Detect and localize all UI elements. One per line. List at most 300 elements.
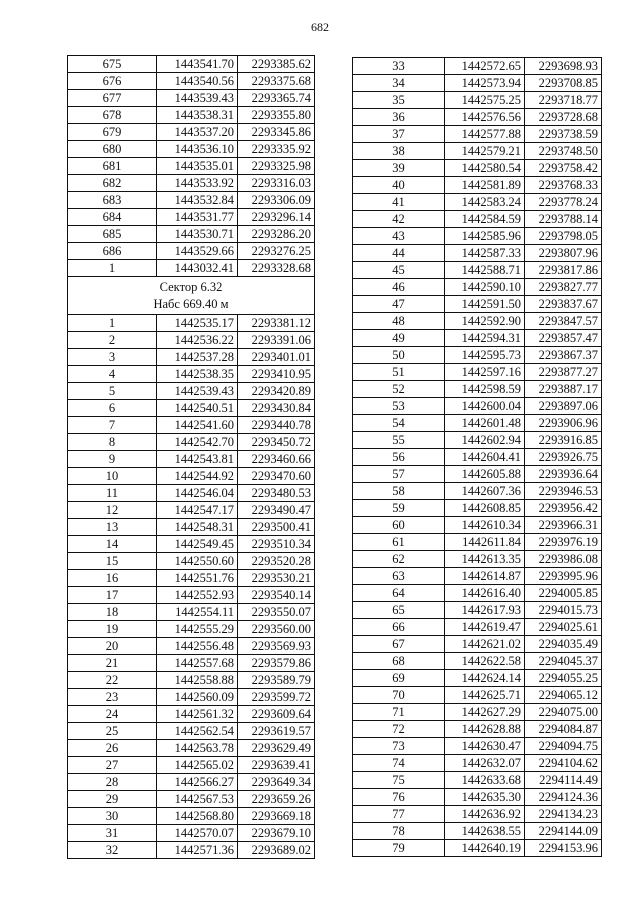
x-coordinate-cell: 1442571.36 [157, 842, 238, 859]
y-coordinate-cell: 2294134.23 [525, 806, 602, 823]
table-row [68, 706, 315, 723]
table-row [68, 383, 315, 400]
x-coordinate-cell: 1442570.07 [157, 825, 238, 842]
table-row [353, 483, 602, 500]
point-number-cell: 27 [68, 757, 157, 774]
y-coordinate-cell: 2293599.72 [238, 689, 315, 706]
y-coordinate-cell: 2293659.26 [238, 791, 315, 808]
sector-header-cell [68, 277, 315, 315]
point-number-cell: 4 [68, 366, 157, 383]
table-row [353, 228, 602, 245]
point-number-cell: 9 [68, 451, 157, 468]
point-number-cell: 10 [68, 468, 157, 485]
y-coordinate-cell: 2293286.20 [238, 226, 315, 243]
y-coordinate-cell: 2294124.36 [525, 789, 602, 806]
x-coordinate-cell: 1442632.07 [445, 755, 525, 772]
table-row [68, 417, 315, 434]
point-number-cell: 681 [68, 158, 157, 175]
y-coordinate-cell: 2293916.85 [525, 432, 602, 449]
point-number-cell: 16 [68, 570, 157, 587]
point-number-cell: 13 [68, 519, 157, 536]
y-coordinate-cell: 2294065.12 [525, 687, 602, 704]
table-row [68, 655, 315, 672]
y-coordinate-cell: 2293569.93 [238, 638, 315, 655]
x-coordinate-cell: 1442627.29 [445, 704, 525, 721]
point-number-cell: 77 [353, 806, 445, 823]
y-coordinate-cell: 2293936.64 [525, 466, 602, 483]
point-number-cell: 14 [68, 536, 157, 553]
y-coordinate-cell: 2293385.62 [238, 56, 315, 73]
table-row [353, 432, 602, 449]
table-row [68, 315, 315, 332]
y-coordinate-cell: 2293926.75 [525, 449, 602, 466]
point-number-cell: 44 [353, 245, 445, 262]
sector-header-row [68, 277, 315, 315]
point-number-cell: 22 [68, 672, 157, 689]
y-coordinate-cell: 2293728.68 [525, 109, 602, 126]
x-coordinate-cell: 1442543.81 [157, 451, 238, 468]
point-number-cell: 71 [353, 704, 445, 721]
table-row [353, 823, 602, 840]
y-coordinate-cell: 2294015.73 [525, 602, 602, 619]
x-coordinate-cell: 1442573.94 [445, 75, 525, 92]
y-coordinate-cell: 2293365.74 [238, 90, 315, 107]
table-row [68, 141, 315, 158]
point-number-cell: 73 [353, 738, 445, 755]
table-row [68, 451, 315, 468]
table-row [68, 366, 315, 383]
point-number-cell: 677 [68, 90, 157, 107]
y-coordinate-cell: 2293877.27 [525, 364, 602, 381]
x-coordinate-cell: 1442640.19 [445, 840, 525, 857]
point-number-cell: 76 [353, 789, 445, 806]
point-number-cell: 60 [353, 517, 445, 534]
point-number-cell: 23 [68, 689, 157, 706]
x-coordinate-cell: 1442567.53 [157, 791, 238, 808]
x-coordinate-cell: 1442622.58 [445, 653, 525, 670]
x-coordinate-cell: 1442549.45 [157, 536, 238, 553]
y-coordinate-cell: 2293807.96 [525, 245, 602, 262]
x-coordinate-cell: 1443530.71 [157, 226, 238, 243]
point-number-cell: 1 [68, 315, 157, 332]
table-row [353, 398, 602, 415]
x-coordinate-cell: 1442575.25 [445, 92, 525, 109]
table-row [353, 194, 602, 211]
x-coordinate-cell: 1442568.80 [157, 808, 238, 825]
x-coordinate-cell: 1442566.27 [157, 774, 238, 791]
table-row [68, 519, 315, 536]
y-coordinate-cell: 2294094.75 [525, 738, 602, 755]
point-number-cell: 18 [68, 604, 157, 621]
point-number-cell: 47 [353, 296, 445, 313]
table-row [353, 75, 602, 92]
table-row [353, 619, 602, 636]
y-coordinate-cell: 2293758.42 [525, 160, 602, 177]
y-coordinate-cell: 2293768.33 [525, 177, 602, 194]
table-row [68, 158, 315, 175]
point-number-cell: 682 [68, 175, 157, 192]
point-number-cell: 58 [353, 483, 445, 500]
table-row [353, 585, 602, 602]
x-coordinate-cell: 1442628.88 [445, 721, 525, 738]
table-row [68, 485, 315, 502]
table-row [68, 791, 315, 808]
x-coordinate-cell: 1442624.14 [445, 670, 525, 687]
table-row [68, 175, 315, 192]
x-coordinate-cell: 1442638.55 [445, 823, 525, 840]
x-coordinate-cell: 1442579.21 [445, 143, 525, 160]
x-coordinate-cell: 1442547.17 [157, 502, 238, 519]
table-row [353, 109, 602, 126]
x-coordinate-cell: 1442555.29 [157, 621, 238, 638]
x-coordinate-cell: 1442584.59 [445, 211, 525, 228]
x-coordinate-cell: 1443532.84 [157, 192, 238, 209]
table-row [353, 126, 602, 143]
x-coordinate-cell: 1443539.43 [157, 90, 238, 107]
sector-header [68, 277, 315, 315]
x-coordinate-cell: 1442608.85 [445, 500, 525, 517]
x-coordinate-cell: 1443536.10 [157, 141, 238, 158]
point-number-cell: 31 [68, 825, 157, 842]
y-coordinate-cell: 2293609.64 [238, 706, 315, 723]
y-coordinate-cell: 2293276.25 [238, 243, 315, 260]
y-coordinate-cell: 2293837.67 [525, 296, 602, 313]
table-row [68, 349, 315, 366]
point-number-cell: 12 [68, 502, 157, 519]
right-table-rows [353, 58, 602, 857]
point-number-cell: 6 [68, 400, 157, 417]
x-coordinate-cell: 1442595.73 [445, 347, 525, 364]
x-coordinate-cell: 1443535.01 [157, 158, 238, 175]
table-row [353, 177, 602, 194]
y-coordinate-cell: 2293669.18 [238, 808, 315, 825]
table-row [353, 449, 602, 466]
coordinates-table-left [67, 55, 315, 859]
table-row [353, 500, 602, 517]
y-coordinate-cell: 2293460.66 [238, 451, 315, 468]
y-coordinate-cell: 2293510.34 [238, 536, 315, 553]
table-row [353, 840, 602, 857]
point-number-cell: 43 [353, 228, 445, 245]
point-number-cell: 21 [68, 655, 157, 672]
table-row [68, 808, 315, 825]
point-number-cell: 70 [353, 687, 445, 704]
y-coordinate-cell: 2293976.19 [525, 534, 602, 551]
point-number-cell: 57 [353, 466, 445, 483]
x-coordinate-cell: 1442590.10 [445, 279, 525, 296]
point-number-cell: 38 [353, 143, 445, 160]
y-coordinate-cell: 2293619.57 [238, 723, 315, 740]
point-number-cell: 683 [68, 192, 157, 209]
point-number-cell: 5 [68, 383, 157, 400]
point-number-cell: 8 [68, 434, 157, 451]
table-row [353, 330, 602, 347]
table-row [353, 381, 602, 398]
point-number-cell: 51 [353, 364, 445, 381]
x-coordinate-cell: 1442557.68 [157, 655, 238, 672]
x-coordinate-cell: 1442636.92 [445, 806, 525, 823]
y-coordinate-cell: 2294153.96 [525, 840, 602, 857]
x-coordinate-cell: 1442600.04 [445, 398, 525, 415]
y-coordinate-cell: 2293316.03 [238, 175, 315, 192]
x-coordinate-cell: 1442598.59 [445, 381, 525, 398]
x-coordinate-cell: 1442591.50 [445, 296, 525, 313]
point-number-cell: 32 [68, 842, 157, 859]
x-coordinate-cell: 1442565.02 [157, 757, 238, 774]
table-row [353, 313, 602, 330]
page-number: 682 [311, 20, 329, 34]
sector-title: Сектор 6.32 [159, 279, 223, 294]
y-coordinate-cell: 2293887.17 [525, 381, 602, 398]
y-coordinate-cell: 2293335.92 [238, 141, 315, 158]
y-coordinate-cell: 2293490.47 [238, 502, 315, 519]
x-coordinate-cell: 1442560.09 [157, 689, 238, 706]
table-row [353, 602, 602, 619]
y-coordinate-cell: 2293450.72 [238, 434, 315, 451]
y-coordinate-cell: 2293857.47 [525, 330, 602, 347]
x-coordinate-cell: 1442625.71 [445, 687, 525, 704]
point-number-cell: 72 [353, 721, 445, 738]
x-coordinate-cell: 1442610.34 [445, 517, 525, 534]
y-coordinate-cell: 2293679.10 [238, 825, 315, 842]
y-coordinate-cell: 2293649.34 [238, 774, 315, 791]
y-coordinate-cell: 2293867.37 [525, 347, 602, 364]
x-coordinate-cell: 1442601.48 [445, 415, 525, 432]
x-coordinate-cell: 1442548.31 [157, 519, 238, 536]
y-coordinate-cell: 2293500.41 [238, 519, 315, 536]
x-coordinate-cell: 1442583.24 [445, 194, 525, 211]
point-number-cell: 36 [353, 109, 445, 126]
x-coordinate-cell: 1442554.11 [157, 604, 238, 621]
point-number-cell: 24 [68, 706, 157, 723]
rows-after-sector [68, 315, 315, 859]
y-coordinate-cell: 2294114.49 [525, 772, 602, 789]
x-coordinate-cell: 1443032.41 [157, 260, 238, 277]
point-number-cell: 45 [353, 262, 445, 279]
table-row [68, 638, 315, 655]
y-coordinate-cell: 2293788.14 [525, 211, 602, 228]
x-coordinate-cell: 1443538.31 [157, 107, 238, 124]
point-number-cell: 78 [353, 823, 445, 840]
x-coordinate-cell: 1442538.35 [157, 366, 238, 383]
y-coordinate-cell: 2293579.86 [238, 655, 315, 672]
y-coordinate-cell: 2293817.86 [525, 262, 602, 279]
point-number-cell: 19 [68, 621, 157, 638]
point-number-cell: 54 [353, 415, 445, 432]
table-row [68, 621, 315, 638]
point-number-cell: 39 [353, 160, 445, 177]
point-number-cell: 69 [353, 670, 445, 687]
x-coordinate-cell: 1442602.94 [445, 432, 525, 449]
y-coordinate-cell: 2293946.53 [525, 483, 602, 500]
table-row [68, 124, 315, 141]
x-coordinate-cell: 1442540.51 [157, 400, 238, 417]
y-coordinate-cell: 2293345.86 [238, 124, 315, 141]
table-row [353, 347, 602, 364]
y-coordinate-cell: 2293778.24 [525, 194, 602, 211]
table-row [68, 570, 315, 587]
table-row [68, 226, 315, 243]
point-number-cell: 1 [68, 260, 157, 277]
point-number-cell: 40 [353, 177, 445, 194]
y-coordinate-cell: 2293798.05 [525, 228, 602, 245]
point-number-cell: 52 [353, 381, 445, 398]
x-coordinate-cell: 1442616.40 [445, 585, 525, 602]
point-number-cell: 15 [68, 553, 157, 570]
point-number-cell: 75 [353, 772, 445, 789]
x-coordinate-cell: 1442539.43 [157, 383, 238, 400]
x-coordinate-cell: 1442572.65 [445, 58, 525, 75]
x-coordinate-cell: 1442563.78 [157, 740, 238, 757]
x-coordinate-cell: 1442588.71 [445, 262, 525, 279]
table-row [353, 551, 602, 568]
y-coordinate-cell: 2293560.00 [238, 621, 315, 638]
point-number-cell: 56 [353, 449, 445, 466]
point-number-cell: 26 [68, 740, 157, 757]
point-number-cell: 684 [68, 209, 157, 226]
point-number-cell: 48 [353, 313, 445, 330]
table-row [68, 332, 315, 349]
y-coordinate-cell: 2293306.09 [238, 192, 315, 209]
point-number-cell: 55 [353, 432, 445, 449]
y-coordinate-cell: 2293708.85 [525, 75, 602, 92]
table-row [353, 653, 602, 670]
table-row [353, 364, 602, 381]
table-row [68, 90, 315, 107]
table-row [353, 211, 602, 228]
x-coordinate-cell: 1442577.88 [445, 126, 525, 143]
table-row [68, 260, 315, 277]
point-number-cell: 64 [353, 585, 445, 602]
x-coordinate-cell: 1442536.22 [157, 332, 238, 349]
table-row [68, 774, 315, 791]
x-coordinate-cell: 1442597.16 [445, 364, 525, 381]
x-coordinate-cell: 1442537.28 [157, 349, 238, 366]
table-row [353, 143, 602, 160]
table-row [68, 604, 315, 621]
point-number-cell: 30 [68, 808, 157, 825]
table-row [68, 502, 315, 519]
x-coordinate-cell: 1442558.88 [157, 672, 238, 689]
y-coordinate-cell: 2293689.02 [238, 842, 315, 859]
point-number-cell: 2 [68, 332, 157, 349]
x-coordinate-cell: 1443541.70 [157, 56, 238, 73]
point-number-cell: 3 [68, 349, 157, 366]
table-row [68, 536, 315, 553]
y-coordinate-cell: 2293550.07 [238, 604, 315, 621]
x-coordinate-cell: 1442630.47 [445, 738, 525, 755]
table-row [68, 209, 315, 226]
y-coordinate-cell: 2293480.53 [238, 485, 315, 502]
point-number-cell: 61 [353, 534, 445, 551]
x-coordinate-cell: 1442635.30 [445, 789, 525, 806]
point-number-cell: 7 [68, 417, 157, 434]
y-coordinate-cell: 2293410.95 [238, 366, 315, 383]
y-coordinate-cell: 2294045.37 [525, 653, 602, 670]
y-coordinate-cell: 2293375.68 [238, 73, 315, 90]
x-coordinate-cell: 1442552.93 [157, 587, 238, 604]
y-coordinate-cell: 2294084.87 [525, 721, 602, 738]
x-coordinate-cell: 1443533.92 [157, 175, 238, 192]
table-row [68, 757, 315, 774]
point-number-cell: 675 [68, 56, 157, 73]
point-number-cell: 25 [68, 723, 157, 740]
point-number-cell: 68 [353, 653, 445, 670]
x-coordinate-cell: 1443529.66 [157, 243, 238, 260]
x-coordinate-cell: 1442562.54 [157, 723, 238, 740]
point-number-cell: 63 [353, 568, 445, 585]
point-number-cell: 37 [353, 126, 445, 143]
y-coordinate-cell: 2293420.89 [238, 383, 315, 400]
table-row [353, 568, 602, 585]
y-coordinate-cell: 2293629.49 [238, 740, 315, 757]
table-row [353, 636, 602, 653]
point-number-cell: 17 [68, 587, 157, 604]
x-coordinate-cell: 1442633.68 [445, 772, 525, 789]
point-number-cell: 686 [68, 243, 157, 260]
point-number-cell: 67 [353, 636, 445, 653]
table-row [353, 160, 602, 177]
y-coordinate-cell: 2293906.96 [525, 415, 602, 432]
point-number-cell: 29 [68, 791, 157, 808]
y-coordinate-cell: 2293986.08 [525, 551, 602, 568]
y-coordinate-cell: 2294005.85 [525, 585, 602, 602]
y-coordinate-cell: 2293530.21 [238, 570, 315, 587]
point-number-cell: 65 [353, 602, 445, 619]
table-row [353, 687, 602, 704]
point-number-cell: 59 [353, 500, 445, 517]
point-number-cell: 676 [68, 73, 157, 90]
table-row [68, 587, 315, 604]
y-coordinate-cell: 2293355.80 [238, 107, 315, 124]
y-coordinate-cell: 2293847.57 [525, 313, 602, 330]
x-coordinate-cell: 1442542.70 [157, 434, 238, 451]
point-number-cell: 679 [68, 124, 157, 141]
table-row [68, 842, 315, 859]
y-coordinate-cell: 2293748.50 [525, 143, 602, 160]
y-coordinate-cell: 2293956.42 [525, 500, 602, 517]
x-coordinate-cell: 1442604.41 [445, 449, 525, 466]
x-coordinate-cell: 1443531.77 [157, 209, 238, 226]
x-coordinate-cell: 1442619.47 [445, 619, 525, 636]
y-coordinate-cell: 2293440.78 [238, 417, 315, 434]
point-number-cell: 66 [353, 619, 445, 636]
y-coordinate-cell: 2294035.49 [525, 636, 602, 653]
y-coordinate-cell: 2294025.61 [525, 619, 602, 636]
x-coordinate-cell: 1442592.90 [445, 313, 525, 330]
x-coordinate-cell: 1442544.92 [157, 468, 238, 485]
sector-subtitle: Набс 669.40 м [153, 296, 229, 311]
y-coordinate-cell: 2294055.25 [525, 670, 602, 687]
point-number-cell: 678 [68, 107, 157, 124]
x-coordinate-cell: 1442556.48 [157, 638, 238, 655]
x-coordinate-cell: 1442535.17 [157, 315, 238, 332]
x-coordinate-cell: 1442561.32 [157, 706, 238, 723]
x-coordinate-cell: 1442546.04 [157, 485, 238, 502]
table-row [353, 92, 602, 109]
table-row [68, 400, 315, 417]
table-row [68, 73, 315, 90]
table-row [68, 107, 315, 124]
point-number-cell: 33 [353, 58, 445, 75]
point-number-cell: 28 [68, 774, 157, 791]
table-row [353, 670, 602, 687]
table-row [353, 738, 602, 755]
x-coordinate-cell: 1442611.84 [445, 534, 525, 551]
y-coordinate-cell: 2293328.68 [238, 260, 315, 277]
table-row [353, 704, 602, 721]
table-row [68, 723, 315, 740]
